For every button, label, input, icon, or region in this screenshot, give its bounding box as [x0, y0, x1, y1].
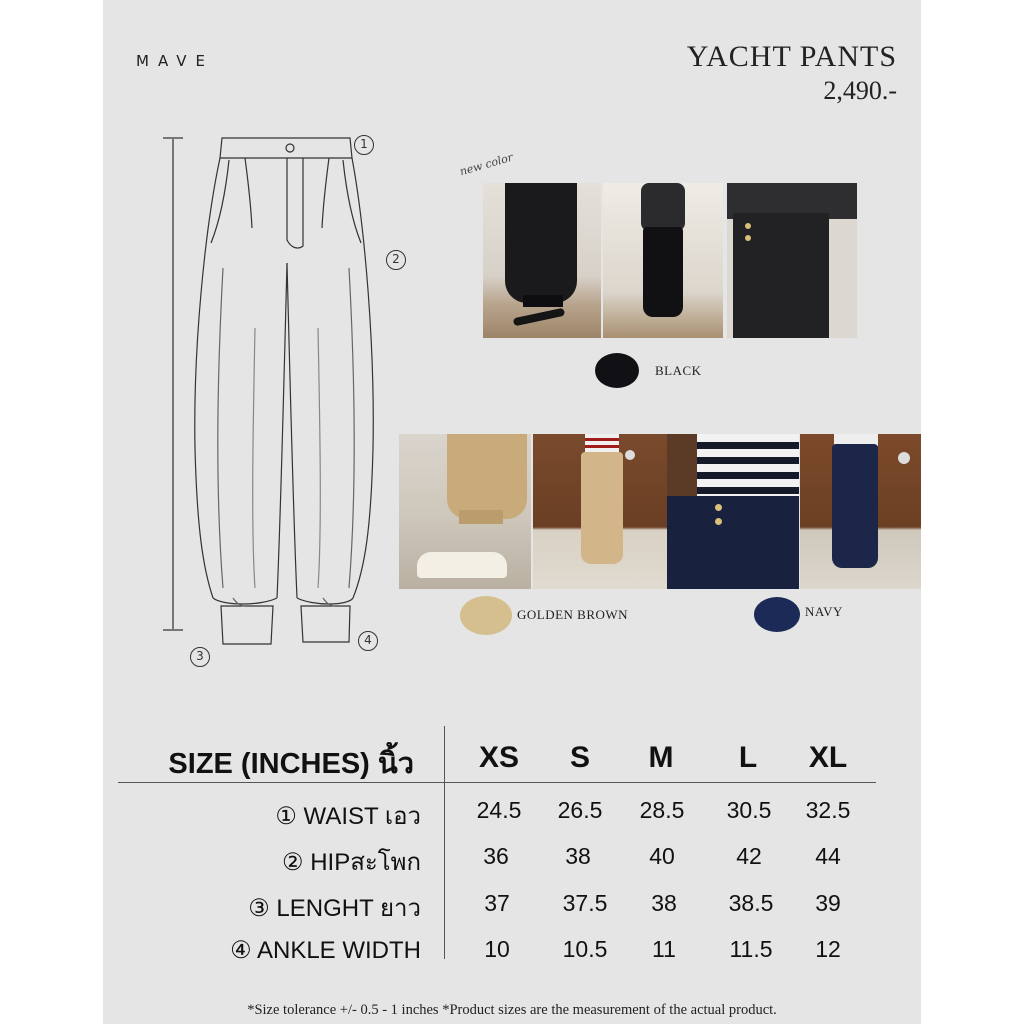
cell-hip-s: 38 — [565, 843, 591, 869]
table-divider-vertical — [444, 726, 445, 959]
size-header-l: L — [738, 741, 758, 774]
row-label-waist: ① WAIST เอว — [275, 803, 421, 830]
row-label-ankle: ④ ANKLE WIDTH — [230, 937, 421, 964]
marker-4: 4 — [358, 631, 378, 651]
cell-ankle-xl: 12 — [815, 936, 841, 962]
row-label-length: ③ LENGHT ยาว — [248, 895, 421, 922]
size-header-xs: XS — [478, 741, 520, 774]
table-divider-horizontal — [118, 782, 876, 783]
pants-sketch — [153, 128, 393, 668]
photo-navy-full — [800, 434, 921, 589]
swatch-black[interactable] — [595, 353, 639, 388]
cell-length-xl: 39 — [815, 890, 841, 916]
cell-length-s: 37.5 — [562, 890, 608, 916]
photo-black-cuff — [483, 183, 601, 338]
size-header-s: S — [569, 741, 590, 774]
color-label-black: BLACK — [655, 363, 702, 378]
photo-black-detail — [727, 183, 857, 338]
cell-ankle-m: 11 — [652, 936, 676, 962]
cell-ankle-s: 10.5 — [562, 936, 608, 962]
photo-brown-cuff — [399, 434, 531, 589]
cell-hip-l: 42 — [736, 843, 762, 869]
product-title: YACHT PANTS — [686, 40, 897, 73]
product-price: 2,490.- — [823, 76, 897, 105]
row-label-hip: ② HIPสะโพก — [282, 849, 421, 876]
product-sheet — [103, 0, 921, 1024]
marker-1: 1 — [354, 135, 374, 155]
swatch-golden-brown[interactable] — [460, 596, 512, 635]
cell-hip-xs: 36 — [483, 843, 509, 869]
photo-black-full — [603, 183, 723, 338]
cell-waist-xl: 32.5 — [805, 797, 851, 823]
size-footnote: *Size tolerance +/- 0.5 - 1 inches *Product sizes are the measurement of the actual product. — [247, 1002, 777, 1018]
photo-brown-full — [533, 434, 667, 589]
cell-length-m: 38 — [651, 890, 677, 916]
cell-length-l: 38.5 — [728, 890, 774, 916]
new-color-note: new color — [458, 150, 515, 179]
size-table-header-label: SIZE (INCHES) นิ้ว — [168, 748, 414, 780]
cell-waist-m: 28.5 — [639, 797, 685, 823]
marker-3: 3 — [190, 647, 210, 667]
size-header-xl: XL — [808, 741, 848, 774]
cell-waist-s: 26.5 — [557, 797, 603, 823]
cell-length-xs: 37 — [484, 890, 510, 916]
color-label-navy: NAVY — [805, 604, 843, 619]
cell-waist-l: 30.5 — [726, 797, 772, 823]
cell-ankle-l: 11.5 — [729, 936, 773, 962]
color-label-golden-brown: GOLDEN BROWN — [517, 607, 629, 622]
cell-hip-xl: 44 — [815, 843, 841, 869]
cell-ankle-xs: 10 — [484, 936, 510, 962]
marker-2: 2 — [386, 250, 406, 270]
size-header-m: M — [648, 741, 674, 774]
cell-hip-m: 40 — [649, 843, 675, 869]
swatch-navy[interactable] — [754, 597, 800, 632]
cell-waist-xs: 24.5 — [476, 797, 522, 823]
brand-logo: MAVE — [136, 52, 214, 70]
photo-navy-detail — [667, 434, 799, 589]
